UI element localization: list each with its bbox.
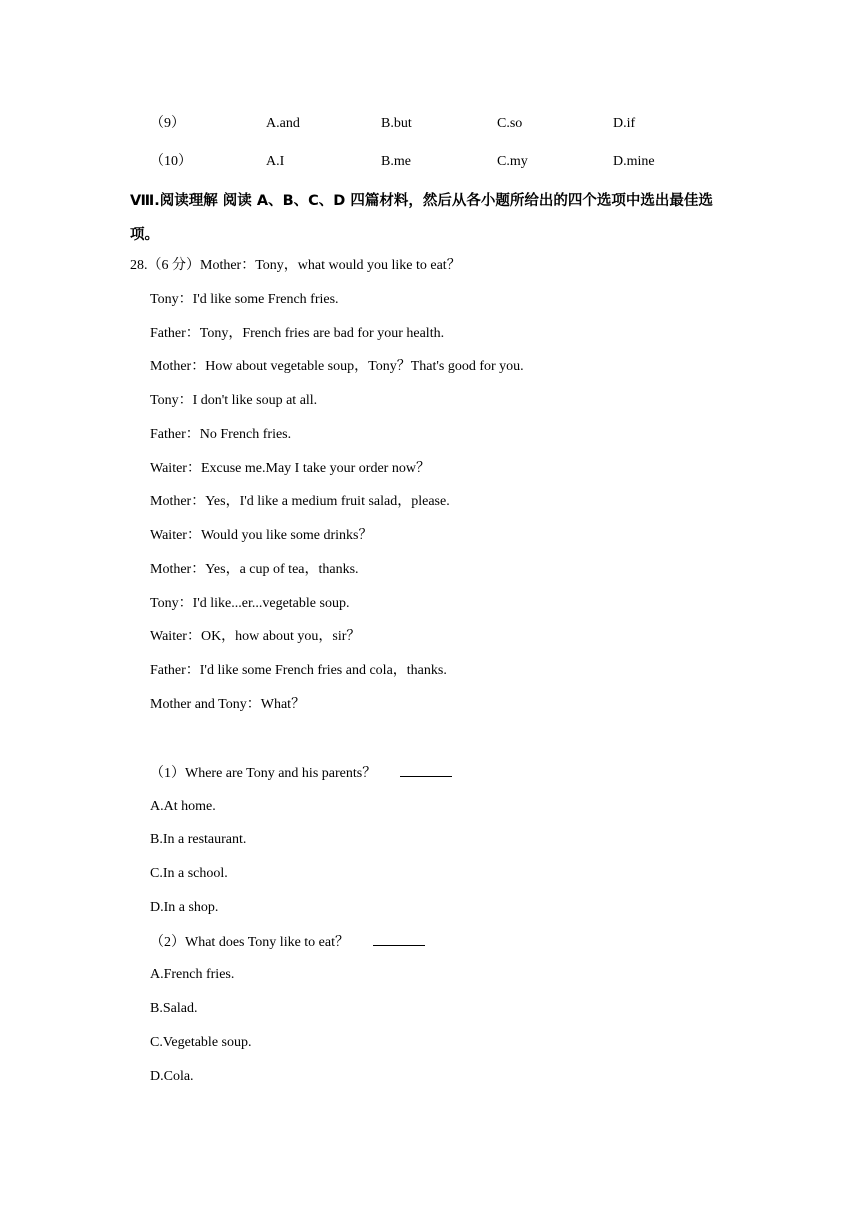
option-a: A.and [266, 116, 300, 131]
dialogue-line: Mother：How about vegetable soup，Tony？That's good for you. [150, 359, 524, 374]
sub-question-2 [150, 932, 425, 953]
dialogue-line: Father：No French fries. [150, 427, 292, 442]
question-number: 28.（6 分） [130, 258, 200, 273]
item-number: （10） [150, 154, 192, 169]
dialogue-line: Waiter：Would you like some drinks？ [150, 528, 373, 543]
dialogue-line: Father：I'd like some French fries and cola，thanks. [150, 663, 447, 678]
option-d: D.mine [613, 154, 655, 169]
option-b: B.but [381, 116, 412, 131]
option-a: A.I [266, 154, 285, 169]
options-row-10 [150, 152, 770, 172]
options-row-9 [150, 114, 770, 134]
dialogue-line: Tony：I don't like soup at all. [150, 393, 318, 408]
choice-c: C.Vegetable soup. [150, 1035, 252, 1050]
option-b: B.me [381, 154, 411, 169]
choice-a: A.At home. [150, 799, 216, 814]
dialogue-line: Father：Tony，French fries are bad for your health. [150, 326, 445, 341]
answer-blank[interactable] [373, 932, 425, 946]
choice-d: D.Cola. [150, 1069, 194, 1084]
item-number: （9） [150, 116, 185, 131]
dialogue-line: Waiter：OK，how about you，sir？ [150, 629, 361, 644]
sub-question-stem: （1）Where are Tony and his parents？ [150, 766, 377, 781]
dialogue-line: Tony：I'd like...er...vegetable soup. [150, 596, 350, 611]
option-d: D.if [613, 116, 636, 131]
choice-a: A.French fries. [150, 967, 235, 982]
choice-b: B.In a restaurant. [150, 832, 247, 847]
dialogue-line: Mother：Tony，what would you like to eat？ [200, 258, 461, 273]
dialogue-line: Mother：Yes，I'd like a medium fruit salad，please. [150, 494, 450, 509]
choice-c: C.In a school. [150, 866, 228, 881]
section-heading: Ⅷ.阅读理解 阅读 A、B、C、D 四篇材料，然后从各小题所给出的四个选项中选出最佳选项。 [130, 193, 713, 243]
option-c: C.so [497, 116, 523, 131]
question-28 [130, 256, 461, 276]
dialogue-line: Mother and Tony：What？ [150, 697, 306, 712]
choice-b: B.Salad. [150, 1001, 198, 1016]
sub-question-1 [150, 763, 452, 784]
option-c: C.my [497, 154, 528, 169]
dialogue-line: Tony：I'd like some French fries. [150, 292, 339, 307]
dialogue-line: Mother：Yes，a cup of tea，thanks. [150, 562, 359, 577]
dialogue-line: Waiter：Excuse me.May I take your order now？ [150, 461, 430, 476]
sub-question-stem: （2）What does Tony like to eat？ [150, 935, 350, 950]
answer-blank[interactable] [400, 763, 452, 777]
choice-d: D.In a shop. [150, 900, 219, 915]
